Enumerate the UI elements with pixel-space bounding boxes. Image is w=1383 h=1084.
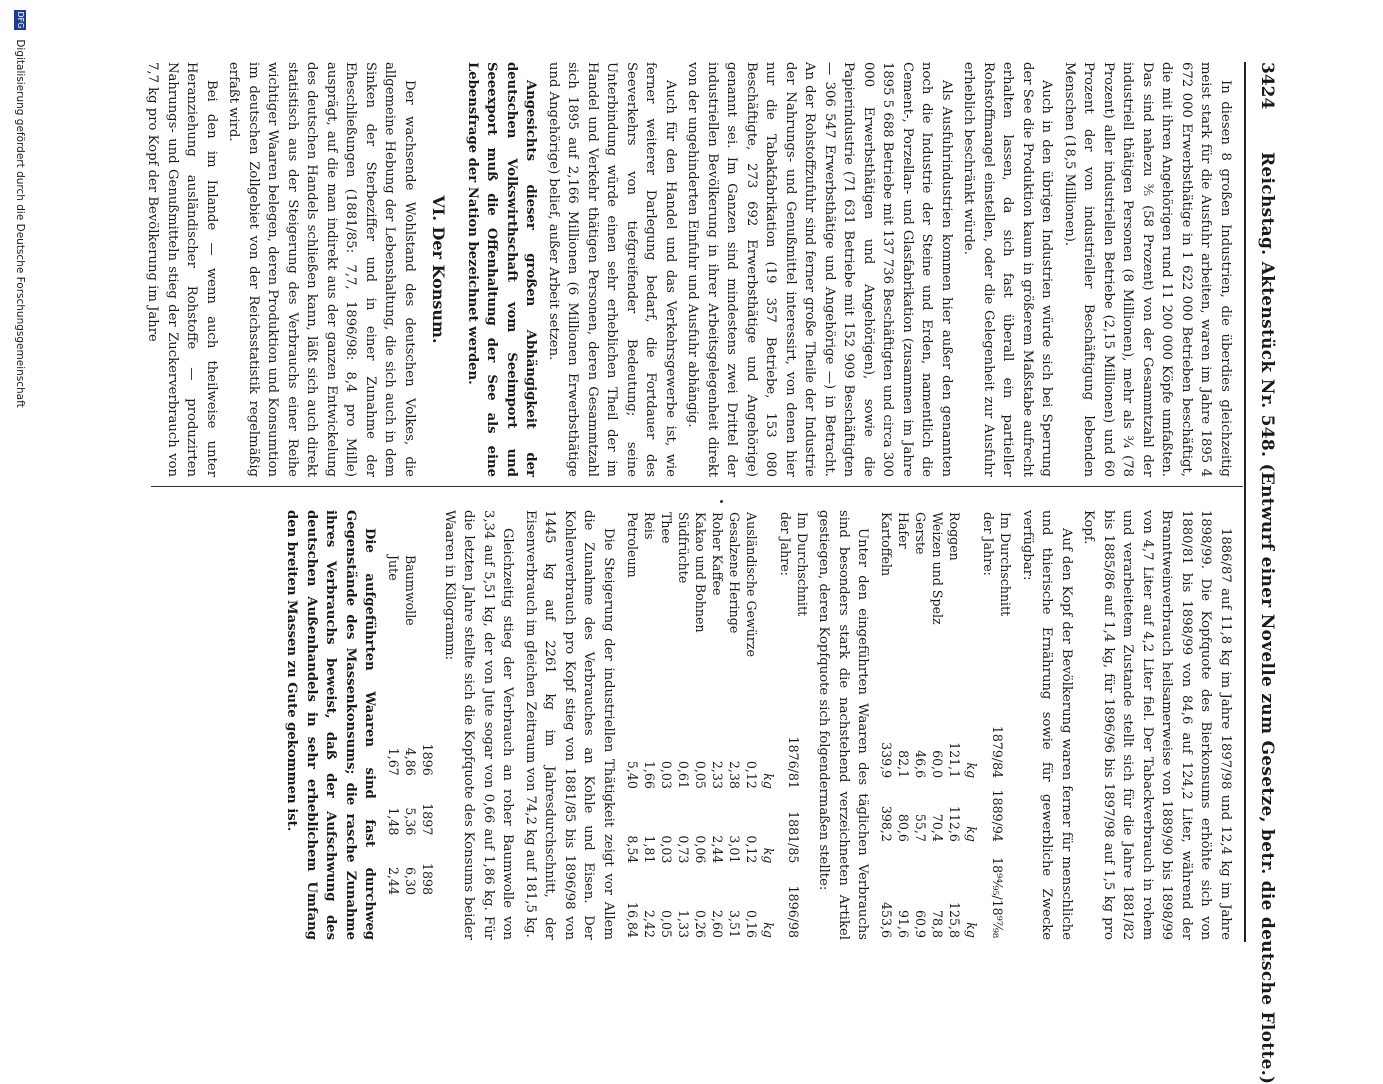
table-unit: kg bbox=[964, 762, 980, 779]
right-column bbox=[155, 510, 1235, 940]
table-column-header: 1896/98 bbox=[786, 885, 802, 938]
footer-text: Digitalisierung gefördert durch die Deutsche Forschungsgemeinschaft bbox=[14, 39, 26, 408]
left-column bbox=[145, 62, 1235, 477]
table-row: Weizen und Spelz 60,0 70,4 78,8 bbox=[930, 512, 946, 938]
column-divider bbox=[151, 486, 1243, 487]
table-row: Ausländische Gewürze 0,12 0,12 0,16 bbox=[744, 512, 759, 938]
table-column-header: 1897 bbox=[420, 803, 436, 836]
table-row: Roggen 121,1 112,6 125,8 bbox=[947, 512, 963, 938]
table-unit: kg bbox=[761, 773, 776, 789]
table-head-label: Im Durchschnitt der Jahre: bbox=[778, 512, 810, 617]
page-title: Reichstag. Aktenstück Nr. 548. (Entwurf einer Novelle zum Gesetze, betr. die deutsche Flotte.) bbox=[1257, 152, 1277, 1084]
table-head-label: Im Durchschnitt der Jahre: bbox=[981, 512, 1014, 617]
table-row: Baumwolle 4,86 5,36 6,30 bbox=[403, 555, 419, 895]
paragraph: 1886/87 auf 11,8 kg im Jahre 1897/98 und 12,4 kg im Jahre 1898/99. Die Kopfquote des Bierkonsums erhöhte sich von 1880/81 bis 1898/99 von 84,6 auf 124,2 Liter, während der Branntweinverbrauch heilsamerweise von 1889/90 bis 1898/99 von 4,7 Liter auf 4,2 Liter fiel. Der Tabackverbrauch in rohem und verarbeitetem Zustande stellt sich für die Jahre 1881/82 bis 1885/86 auf 1,4 kg, für 1896/96 bis 1897/98 auf 1,5 kg pro Kopf. bbox=[1081, 510, 1233, 940]
table-column-header: 1876/81 bbox=[786, 736, 802, 789]
table-unit: kg bbox=[761, 847, 776, 864]
paragraph-emphasis: Angesichts dieser großen Abhängigkeit der deutschen Volkswirthschaft vom Seeimport und Seeexport muß die Offenhaltung der See als eine Lebensfrage der Nation bezeichnet werden. bbox=[465, 62, 539, 477]
paragraph: In diesen 8 großen Industrien, die überdies gleichzeitig meist stark für die Ausfuhr arbeiten, waren im Jahre 1895 4 672 000 Erwerbsthätige in 1 622 000 Betrieben beschäftigt, die mit ihren Angehörigen rund 11 200 000 Köpfe umfaßten. Das sind nahezu ⅗ (58 Prozent) von der Gesammtzahl der industriell thätigen Personen (8 Millionen), mehr als ¾ (78 Prozent) aller industriellen Betriebe (2,15 Millionen) und 60 Prozent der von industrieller Beschäftigung lebenden Menschen (18,5 Millionen). bbox=[1062, 62, 1233, 477]
table-row: Südfrüchte 0,61 0,73 1,33 bbox=[676, 512, 691, 938]
page-header bbox=[1245, 62, 1283, 1084]
paragraph: Unter den eingeführten Waaren des täglichen Verbrauchs sind besonders stark die nachstehend verzeichneten Artikel gestiegen, deren Kopfquote sich folgendermaßen stellte: bbox=[816, 510, 871, 940]
table-row: Gerste 46,6 55,7 60,9 bbox=[913, 512, 929, 938]
imports-table bbox=[624, 510, 811, 940]
table-column-header: 1881/85 bbox=[786, 811, 802, 864]
section-heading: VI. Der Konsum. bbox=[429, 195, 449, 344]
paragraph: Gleichzeitig stieg der Verbrauch an roher Baumwolle von 3,34 auf 5,51 kg, der von Jute sogar von 0,66 auf 1,86 kg. Für die letzten Jahre stellte sich die Kopfquote des Konsums beider Waaren in Kilogramm: bbox=[442, 510, 516, 940]
table-row: Hafer 82,1 80,6 91,6 bbox=[896, 512, 912, 938]
paragraph: Auch für den Handel und das Verkehrsgewerbe ist, wie ferner weiterer Darlegung bedarf, die Fortdauer des Seeverkehrs von tiefgreifender Bedeutung; seine Unterbindung würde einen sehr erheblichen Theil der im Handel und Verkehr thätigen Personen, deren Gesammtzahl sich 1895 auf 2,166 Millionen (6 Millionen Erwerbsthätige und Angehörige) belief, außer Arbeit setzen. bbox=[546, 62, 678, 477]
paragraph: Als Ausfuhrindustrien kommen hier außer den genannten noch die Industrie der Steine und Erden, namentlich die Cement-, Porzellan- und Glasfabrikation (zusammen im Jahre 1895 5 688 Betriebe mit 137 736 Beschäftigten und circa 300 000 Erwerbsthätigen und Angehörigen), sowie die Papierindustrie (71 631 Betriebe mit 152 909 Beschäftigten — 306 547 Erwerbsthätige und Angehörige —) in Betracht. An der Rohstoffzufuhr sind ferner große Theile der Industrie der Nahrungs- und Genußmittel interessirt, von denen hier nur die Tabakfabrikation (19 357 Betriebe, 153 080 Beschäftigte, 273 692 Erwerbsthätige und Angehörige) genannt sei. Im Ganzen sind mindestens zwei Drittel der industriellen Bevölkerung in ihrer Arbeitsgelegenheit direkt von der ungehinderten Einfuhr und Ausfuhr abhängig. bbox=[685, 62, 954, 477]
table-row: Gesalzene Heringe 2,38 3,01 3,51 bbox=[727, 512, 742, 938]
table-column-header: 18⁹⁴⁄₉₅/18⁹⁷⁄₉₈ bbox=[990, 857, 1005, 938]
table-row: Roher Kaffee 2,33 2,44 2,60 bbox=[710, 512, 725, 938]
paragraph: Die Steigerung der industriellen Thätigkeit zeigt vor Allem die Zunahme des Verbrauches an Kohle und Eisen. Der Kohlenverbrauch pro Kopf stieg von 1881/85 bis 1896/98 von 1445 kg auf 2261 kg im Jahresdurchschnitt, der Eisenverbrauch im gleichen Zeitraum von 74,2 kg auf 181,5 kg. bbox=[523, 510, 616, 940]
table-unit: kg bbox=[761, 922, 776, 938]
header-rule bbox=[1244, 62, 1246, 942]
table-unit: kg bbox=[964, 826, 980, 842]
textile-table bbox=[386, 553, 437, 897]
paragraph: Bei den im Inlande — wenn auch theilweise unter Heranziehung ausländischer Rohstoffe — produzirten Nahrungs- und Genußmitteln stieg der Zuckerverbrauch von 7,7 kg pro Kopf der Bevölkerung im Jahre bbox=[145, 62, 219, 477]
table-column-header: 1879/84 bbox=[990, 725, 1005, 779]
table-column-header: 1889/94 bbox=[990, 789, 1005, 842]
table-row: Jute 1,67 1,48 2,44 bbox=[386, 555, 402, 895]
table-row: Kakao und Bohnen 0,05 0,06 0,26 bbox=[693, 512, 708, 938]
table-column-header: 1898 bbox=[420, 862, 436, 895]
grain-table bbox=[879, 510, 1015, 940]
table-row: Kartoffeln 339,9 398,2 453,6 bbox=[879, 512, 895, 938]
paragraph: Auch in den übrigen Industrien würde sich bei Sperrung der See die Produktion kaum in größerem Maßstabe aufrecht erhalten lassen, da sich fast überall ein partieller Rohstoffmangel einstellen, oder die Gelegenheit zur Ausfuhr erheblich beschränkt würde. bbox=[961, 62, 1055, 477]
table-row: Reis 1,66 1,81 2,42 bbox=[642, 512, 657, 938]
print-speck bbox=[720, 500, 723, 503]
table-row: Thee 0,03 0,03 0,05 bbox=[659, 512, 674, 938]
table-row: Petroleum 5,40 8,54 16,84 bbox=[625, 512, 640, 938]
paragraph: Der wachsende Wohlstand des deutschen Volkes, die allgemeine Hebung der Lebenshaltung, die sich auch in dem Sinken der Sterbeziffer und in einer Zunahme der Eheschließungen (1881/85: 7,7, 1896/98: 8,4 pro Mille) ausprägt, auf die man indirekt aus der ganzen Entwickelung des deutschen Handels schließen kann, läßt sich auch direkt statistisch aus der Steigerung des Verbrauchs einer Reihe wichtiger Waaren belegen, deren Produktion und Konsumtion im deutschen Zollgebiet von der Reichsstatistik regelmäßig erfaßt wird. bbox=[226, 62, 417, 477]
footer bbox=[6, 10, 26, 990]
paragraph-emphasis: Die aufgeführten Waaren sind fast durchweg Gegenstände des Massenkonsums; die rasche Zunahme ihres Verbrauchs beweist, daß der Aufschwung des deutschen Außenhandels in sehr erheblichem Umfang den breiten Massen zu Gute gekommen ist. bbox=[284, 510, 378, 940]
page-number: 3424 bbox=[1257, 62, 1277, 110]
table-unit: kg bbox=[964, 922, 980, 938]
paragraph: Auf den Kopf der Bevölkerung waren ferner für menschliche und thierische Ernährung sowie für gewerbliche Zwecke verfügbar: bbox=[1020, 510, 1074, 940]
dfg-logo: DFG bbox=[16, 11, 25, 29]
table-column-header: 1896 bbox=[420, 743, 436, 776]
